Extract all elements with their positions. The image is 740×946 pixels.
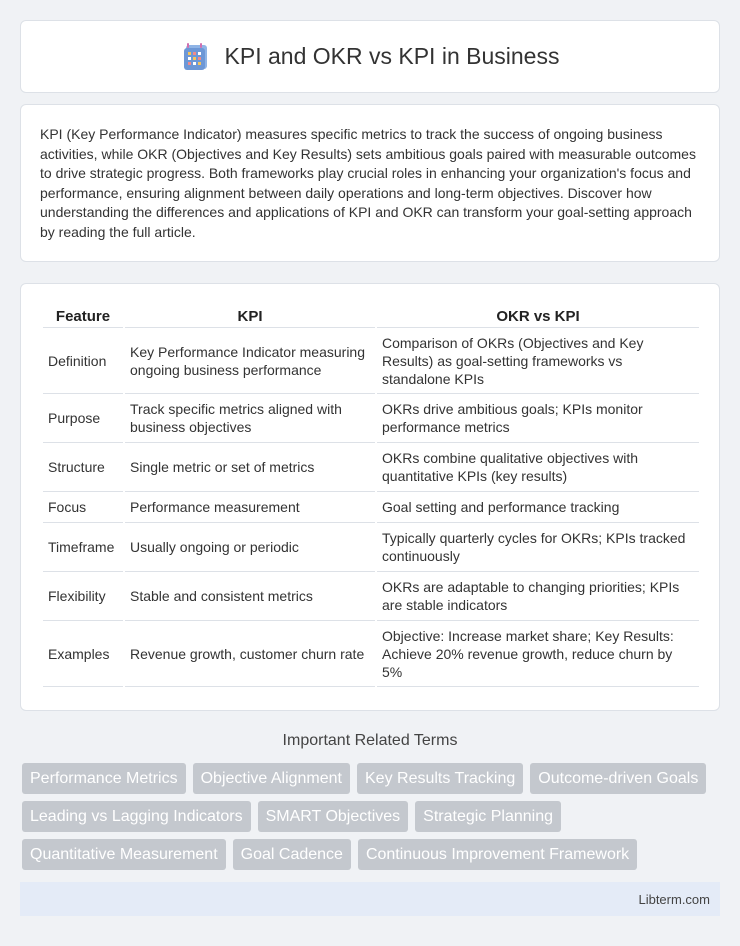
- intro-paragraph: KPI (Key Performance Indicator) measures specific metrics to track the success of ongoing business activities, while OKR (Objectives and Key Results) sets ambitious goals paired with measurable outcomes to drive strategic progress. Both frameworks play crucial roles in enhancing your organization's focus and performance, ensuring alignment between daily operations and long-term objectives. Discover how understanding the differences and applications of KPI and OKR can transform your goal-setting approach by reading the full article.: [40, 126, 696, 240]
- header-okr-vs-kpi: OKR vs KPI: [377, 302, 699, 328]
- related-tag[interactable]: Continuous Improvement Framework: [358, 839, 637, 870]
- cell-kpi: Track specific metrics aligned with business objectives: [125, 394, 375, 443]
- related-tag[interactable]: Goal Cadence: [233, 839, 351, 870]
- cell-feature: Examples: [43, 621, 123, 687]
- cell-feature: Structure: [43, 443, 123, 492]
- cell-feature: Purpose: [43, 394, 123, 443]
- table-header-row: [43, 302, 699, 328]
- cell-okr: OKRs drive ambitious goals; KPIs monitor performance metrics: [377, 394, 699, 443]
- cell-kpi: Single metric or set of metrics: [125, 443, 375, 492]
- table-row: [43, 328, 699, 394]
- related-tag[interactable]: Quantitative Measurement: [22, 839, 226, 870]
- cell-kpi: Performance measurement: [125, 492, 375, 523]
- related-tag[interactable]: SMART Objectives: [258, 801, 409, 832]
- table-row: [43, 523, 699, 572]
- table-row: [43, 443, 699, 492]
- cell-kpi: Usually ongoing or periodic: [125, 523, 375, 572]
- related-tag[interactable]: Performance Metrics: [22, 763, 186, 794]
- header-card: [20, 20, 720, 93]
- related-tag[interactable]: Strategic Planning: [415, 801, 561, 832]
- cell-feature: Flexibility: [43, 572, 123, 621]
- table-row: [43, 621, 699, 687]
- header-feature: Feature: [43, 302, 123, 328]
- intro-card: [20, 104, 720, 262]
- comparison-table: [41, 302, 701, 687]
- related-terms-tags: [22, 763, 722, 870]
- cell-okr: OKRs combine qualitative objectives with quantitative KPIs (key results): [377, 443, 699, 492]
- table-row: [43, 572, 699, 621]
- related-tag[interactable]: Objective Alignment: [193, 763, 350, 794]
- cell-kpi: Revenue growth, customer churn rate: [125, 621, 375, 687]
- cell-okr: Objective: Increase market share; Key Results: Achieve 20% revenue growth, reduce churn by 5%: [377, 621, 699, 687]
- cell-feature: Focus: [43, 492, 123, 523]
- cell-feature: Timeframe: [43, 523, 123, 572]
- cell-okr: Comparison of OKRs (Objectives and Key Results) as goal-setting frameworks vs standalone KPIs: [377, 328, 699, 394]
- cell-okr: OKRs are adaptable to changing priorities; KPIs are stable indicators: [377, 572, 699, 621]
- footer-site-link[interactable]: Libterm.com: [638, 891, 710, 907]
- table-row: [43, 394, 699, 443]
- related-terms-title: Important Related Terms: [282, 732, 458, 749]
- comparison-table-card: [20, 283, 720, 711]
- cell-feature: Definition: [43, 328, 123, 394]
- footer: [20, 882, 720, 916]
- related-tag[interactable]: Leading vs Lagging Indicators: [22, 801, 251, 832]
- document-icon: [181, 42, 211, 72]
- cell-kpi: Key Performance Indicator measuring ongoing business performance: [125, 328, 375, 394]
- table-row: [43, 492, 699, 523]
- page-title: KPI and OKR vs KPI in Business: [224, 43, 560, 69]
- header-kpi: KPI: [125, 302, 375, 328]
- cell-kpi: Stable and consistent metrics: [125, 572, 375, 621]
- related-tag[interactable]: Key Results Tracking: [357, 763, 523, 794]
- cell-okr: Goal setting and performance tracking: [377, 492, 699, 523]
- related-tag[interactable]: Outcome-driven Goals: [530, 763, 706, 794]
- cell-okr: Typically quarterly cycles for OKRs; KPIs tracked continuously: [377, 523, 699, 572]
